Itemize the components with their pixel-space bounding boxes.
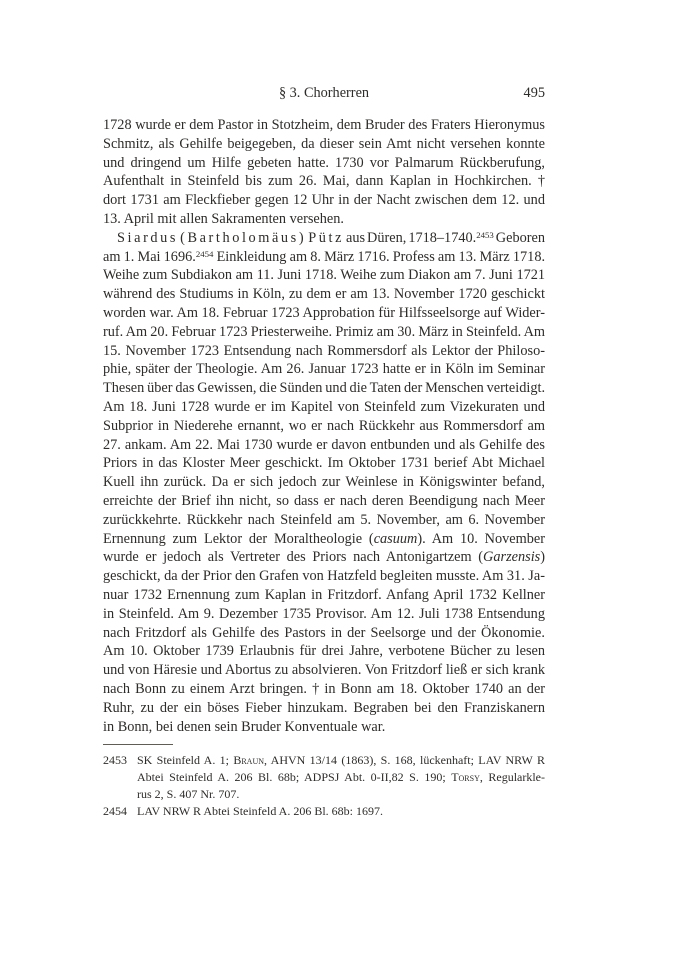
text-run: erreichte der Brief ihn nicht, so dass er nach deren Beendigung nach Meer	[103, 492, 546, 509]
body-line	[103, 379, 545, 398]
paragraph	[103, 229, 545, 737]
text-run: geschickt, da der Prior den Grafen von Hatzfeld begleiten musste. Am 31. Ja-	[103, 568, 545, 585]
text-run: während des Studiums in Köln, zu dem er am 13. November 1720 geschickt	[103, 286, 545, 303]
line-content	[103, 418, 545, 434]
footnote-line	[137, 803, 545, 820]
text-run: ). Am 10. November	[417, 530, 546, 547]
line-content	[103, 211, 344, 227]
body-line	[103, 210, 545, 229]
text-run: Abtei Steinfeld A. 206 Bl. 68b; ADPSJ Abt. 0-II,82 S. 190;	[137, 769, 452, 784]
paragraph	[103, 116, 545, 229]
body-line	[103, 492, 545, 511]
line-content	[103, 568, 545, 584]
body-line	[103, 398, 545, 417]
line-content	[137, 770, 545, 784]
body-line	[103, 436, 545, 455]
footnote-ref: 2453	[476, 229, 494, 240]
line-content	[103, 380, 545, 396]
text-run: Aufenthalt in Steinfeld bis zum 26. Mai, dann Kaplan in Hochkirchen. †	[103, 173, 545, 190]
text-run: in Steinfeld. Am 9. Dezember 1735 Provisor. Am 12. Juli 1738 Entsendung	[103, 605, 545, 622]
smallcaps-author: Braun	[233, 753, 264, 767]
line-content	[103, 136, 545, 152]
body-line	[103, 642, 545, 661]
running-header	[103, 84, 545, 103]
footnote-line	[137, 786, 545, 803]
body-line	[103, 266, 545, 285]
spaced-name: Siardus	[117, 229, 179, 246]
text-run: am 1. Mai 1696.	[103, 248, 196, 265]
text-run: phie, später der Theologie. Am 26. Januar 1723 hatte er in Köln im Seminar	[103, 361, 546, 378]
spaced-name: (Bartholomäus)	[180, 229, 307, 246]
footnote	[103, 803, 545, 820]
body-line	[103, 548, 545, 567]
text-run: dort 1731 am Fleckfieber gegen 12 Uhr in der Nacht zwischen dem 12. und	[103, 192, 545, 209]
text-run: )	[540, 549, 545, 566]
line-content	[103, 361, 545, 377]
text-run: Am 18. Juni 1728 wurde er im Kapitel von Steinfeld zum Vizekuraten und	[103, 398, 545, 415]
line-content	[103, 192, 545, 208]
line-content	[103, 493, 545, 509]
body-line	[103, 624, 545, 643]
body-line	[103, 360, 545, 379]
line-content	[103, 549, 545, 565]
line-content	[103, 512, 545, 528]
line-content	[103, 474, 545, 490]
page-number: 495	[523, 85, 545, 101]
text-run: , AHVN 13/14 (1863), S. 168, lückenhaft; LAV NRW R	[264, 753, 545, 767]
line-content	[103, 455, 545, 471]
body-line	[103, 191, 545, 210]
line-content	[103, 606, 545, 622]
text-run: Priors in das Kloster Meer geschickt. Im Oktober 1731 berief Abt Michael	[103, 455, 546, 472]
text-run: LAV NRW R Abtei Steinfeld A. 206 Bl. 68b: 1697.	[137, 803, 384, 818]
body-line	[103, 454, 545, 473]
body-line	[103, 567, 545, 586]
line-content	[103, 587, 545, 603]
body-line	[103, 473, 545, 492]
text-run: Kuell ihn zurück. Da er sich jedoch zur Weinlese in Königswinter befand,	[103, 474, 545, 491]
footnote-number: 2454	[103, 803, 127, 818]
line-content	[103, 305, 545, 321]
smallcaps-author: Torsy	[451, 769, 480, 784]
text-run: 15. November 1723 Entsendung nach Rommersdorf als Lektor der Philoso-	[103, 342, 545, 359]
body-text	[103, 116, 545, 736]
body-line	[103, 586, 545, 605]
line-content	[103, 399, 545, 415]
line-content	[103, 173, 545, 189]
text-run: Ruhr, zu der ein böses Fieber hinzukam. Begraben bei den Franziskanern	[103, 699, 545, 716]
text-run: rus 2, S. 407 Nr. 707.	[137, 786, 240, 801]
footnote-separator	[103, 744, 173, 745]
body-line	[103, 680, 545, 699]
text-run: Thesen über das Gewissen, die Sünden und die Taten der Menschen verteidigt.	[103, 380, 546, 397]
text-run: und dringend um Hilfe gebeten hatte. 1730 vor Palmarum Rückberufung,	[103, 154, 545, 171]
line-content	[103, 719, 385, 735]
line-content	[103, 437, 545, 453]
footnote-number: 2453	[103, 753, 127, 767]
text-run: nach Bonn zu einem Arzt bringen. † in Bonn am 18. Oktober 1740 an der	[103, 680, 546, 697]
line-content	[137, 787, 239, 801]
section-title: § 3. Chorherren	[278, 85, 370, 101]
text-run: wurde er jedoch als Vertreter des Priors nach Antonigartzem (	[103, 549, 484, 566]
footnote	[103, 752, 545, 803]
line-content	[103, 324, 545, 340]
text-run: nach Fritzdorf als Gehilfe des Pastors in der Seelsorge und der Ökonomie.	[103, 624, 545, 641]
line-content	[137, 753, 545, 767]
body-line	[103, 661, 545, 680]
italic-term: casuum	[373, 530, 418, 547]
body-line	[103, 342, 545, 361]
footnote-line	[137, 752, 545, 769]
text-run: Am 10. Oktober 1739 Erlaubnis für drei Jahre, verbotene Bücher zu lesen	[103, 643, 546, 660]
body-line	[103, 154, 545, 173]
line-content	[103, 643, 545, 659]
line-content	[117, 230, 545, 246]
line-content	[103, 625, 545, 641]
text-run: nuar 1732 Ernennung zum Kaplan in Fritzdorf. Anfang April 1732 Kellner	[103, 586, 546, 603]
body-line	[103, 530, 545, 549]
text-run: zurückkehrte. Rückkehr nach Steinfeld am 5. November, am 6. November	[103, 511, 545, 528]
body-line	[103, 135, 545, 154]
body-line	[103, 511, 545, 530]
text-run: in Bonn, bei denen sein Bruder Konventuale war.	[103, 718, 386, 735]
footnote-line	[137, 769, 545, 786]
spaced-name: Pütz	[308, 229, 345, 246]
body-line	[103, 248, 545, 267]
text-run: ruf. Am 20. Februar 1723 Priesterweihe. Primiz am 30. März in Steinfeld. Am	[103, 323, 546, 340]
line-content	[103, 155, 545, 171]
text-run: worden war. Am 18. Februar 1723 Approbation für Hilfsseelsorge auf Wider-	[103, 304, 546, 321]
line-content	[103, 117, 545, 133]
body-line	[103, 605, 545, 624]
text-run: Geboren	[493, 229, 546, 246]
text-run: , Regularkle-	[479, 769, 546, 784]
text-run: Einkleidung am 8. März 1716. Profess am 13. März 1718.	[213, 248, 546, 265]
line-content	[103, 267, 545, 283]
line-content	[103, 531, 545, 547]
text-run: 27. ankam. Am 22. Mai 1730 wurde er davon entbunden und als Gehilfe des	[103, 436, 545, 453]
body-line	[103, 172, 545, 191]
text-run: Weihe zum Subdiakon am 11. Juni 1718. Weihe zum Diakon am 7. Juni 1721	[103, 267, 546, 284]
italic-term: Garzensis	[483, 549, 541, 566]
body-line	[103, 699, 545, 718]
line-content	[103, 700, 545, 716]
line-content	[103, 681, 545, 697]
line-content	[103, 249, 545, 265]
text-run: Schmitz, als Gehilfe beigegeben, da dieser sein Amt nicht versehen konnte	[103, 135, 545, 152]
body-line	[103, 116, 545, 135]
body-line	[103, 323, 545, 342]
line-content	[137, 804, 383, 818]
body-line	[103, 304, 545, 323]
body-line	[103, 285, 545, 304]
text-run: 1728 wurde er dem Pastor in Stotzheim, dem Bruder des Fraters Hieronymus	[103, 117, 545, 133]
text-run: und von Häresie und Abortus zu absolvieren. Von Fritzdorf ließ er sich krank	[103, 662, 546, 679]
line-content	[103, 286, 545, 302]
footnote-ref: 2454	[195, 248, 214, 259]
text-run: Ernennung zum Lektor der Moraltheologie (	[103, 530, 374, 547]
body-line	[103, 417, 545, 436]
footnotes	[103, 752, 545, 820]
body-line	[103, 229, 545, 248]
body-line	[103, 718, 545, 737]
line-content	[103, 662, 545, 678]
text-run: 13. April mit allen Sakramenten versehen.	[103, 210, 344, 227]
text-run: aus Düren, 1718–1740.	[344, 229, 477, 246]
text-run: Subprior in Niederehe ernannt, wo er nach Rückkehr aus Rommersdorf am	[103, 417, 545, 434]
text-run: SK Steinfeld A. 1;	[137, 753, 234, 767]
line-content	[103, 343, 545, 359]
